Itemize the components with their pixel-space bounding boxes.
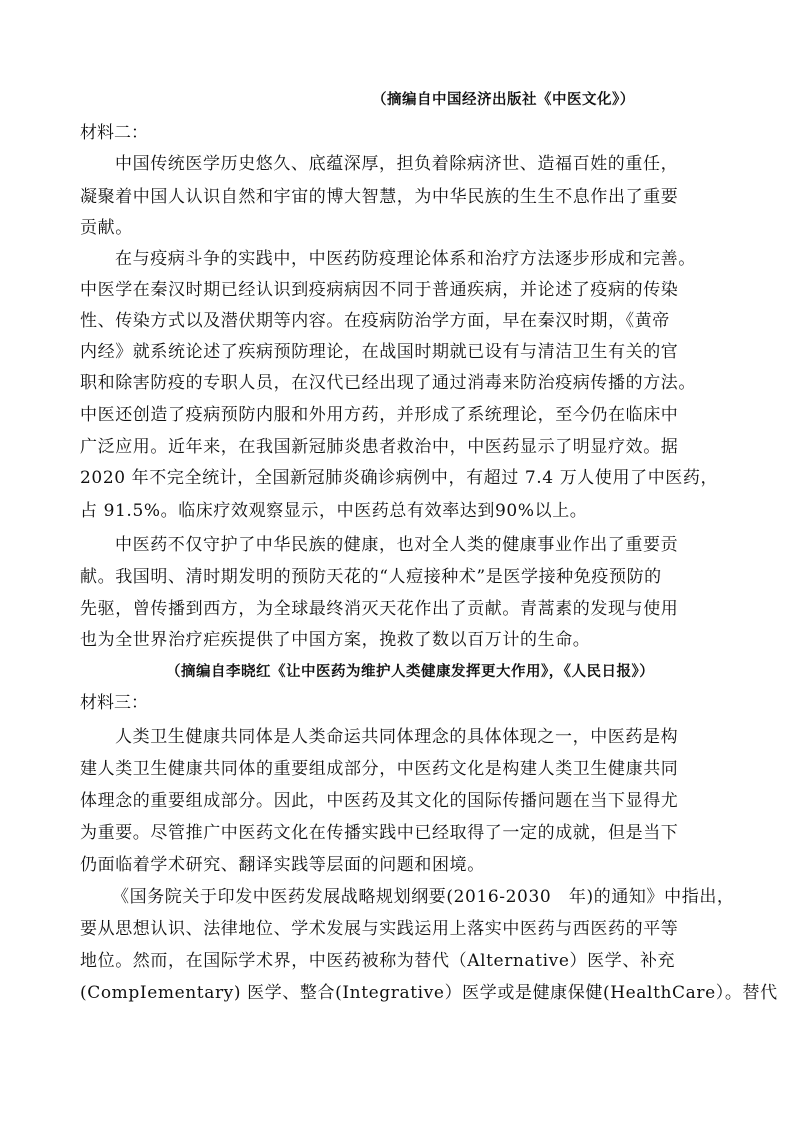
- text-line: 《国务院关于印发中医药发展战略规划纲要(2016-2030 年)的通知》中指出，: [112, 887, 735, 907]
- text-line: 为重要。尽管推广中医药文化在传播实践中已经取得了一定的成就，但是当下: [80, 823, 679, 843]
- text-line: 占 91.5%。临床疗效观察显示，中医药总有效率达到90%以上。: [80, 501, 588, 521]
- text-line: 中医药不仅守护了中华民族的健康，也对全人类的健康事业作出了重要贡: [115, 535, 679, 555]
- text-line: 2020 年不完全统计，全国新冠肺炎确诊病例中，有超过 7.4 万人使用了中医药，: [80, 468, 719, 488]
- text-line: 仍面临着学术研究、翻译实践等层面的问题和困境。: [80, 855, 485, 875]
- text-line: 内经》就系统论述了疾病预防理论，在战国时期就已设有与清洁卫生有关的官: [80, 342, 679, 362]
- text-line: 在与疫病斗争的实践中，中医药防疫理论体系和治疗方法逐步形成和完善。: [115, 249, 696, 269]
- text-line: 凝聚着中国人认识自然和宇宙的博大智慧，为中华民族的生生不息作出了重要: [80, 187, 679, 207]
- text-line: 贡献。: [80, 218, 133, 238]
- text-line: 献。我国明、清时期发明的预防天花的“人痘接种术”是医学接种免疫预防的: [80, 567, 662, 587]
- text-line: 也为全世界治疗疟疾提供了中国方案，挽救了数以百万计的生命。: [80, 630, 591, 650]
- source-citation-1: （摘编自中国经济出版社《中医文化》）: [372, 91, 635, 108]
- text-line: 先驱，曾传播到西方，为全球最终消灭天花作出了贡献。青蒿素的发现与使用: [80, 599, 679, 619]
- text-line: 中医还创造了疫病预防内服和外用方药，并形成了系统理论，至今仍在临床中: [80, 405, 679, 425]
- text-line: 人类卫生健康共同体是人类命运共同体理念的具体体现之一，中医药是构: [115, 727, 679, 747]
- section-heading-material-2: 材料二：: [80, 123, 148, 143]
- text-line: 要从思想认识、法律地位、学术发展与实践运用上落实中医药与西医药的平等: [80, 919, 679, 939]
- text-line: 中国传统医学历史悠久、底蕴深厚，担负着除病济世、造福百姓的重任，: [115, 154, 679, 174]
- text-line: 广泛应用。近年来，在我国新冠肺炎患者救治中，中医药显示了明显疗效。据: [80, 437, 679, 457]
- text-line: 中医学在秦汉时期已经认识到疫病病因不同于普通疾病，并论述了疫病的传染: [80, 280, 679, 300]
- text-line: (CompIementary) 医学、整合(Integrative）医学或是健康保健(HealthCare）。替代: [80, 983, 778, 1003]
- section-heading-material-3: 材料三：: [80, 693, 148, 713]
- text-line: 地位。然而，在国际学术界，中医药被称为替代（Alternative）医学、补充: [80, 951, 676, 971]
- text-line: 建人类卫生健康共同体的重要组成部分，中医药文化是构建人类卫生健康共同: [80, 759, 679, 779]
- text-line: 体理念的重要组成部分。因此，中医药及其文化的国际传播问题在当下显得尤: [80, 791, 679, 811]
- text-line: 性、传染方式以及潜伏期等内容。在疫病防治学方面，早在秦汉时期，《黄帝: [80, 311, 670, 331]
- source-citation-2: （摘编自李晓红《让中医药为维护人类健康发挥更大作用》，《人民日报》）: [166, 663, 655, 680]
- text-line: 职和除害防疫的专职人员，在汉代已经出现了通过消毒来防治疫病传播的方法。: [80, 373, 696, 393]
